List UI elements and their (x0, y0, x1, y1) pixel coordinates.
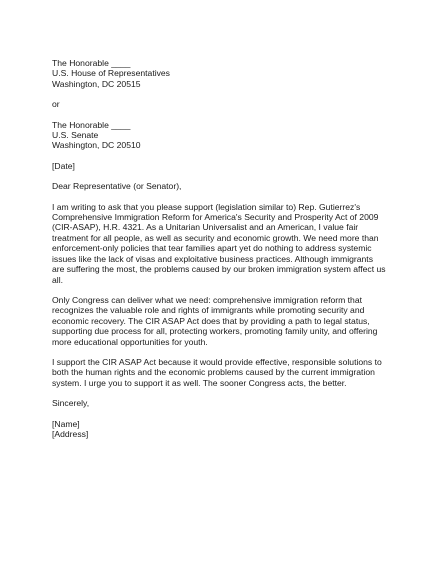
house-address-line: Washington, DC 20515 (52, 78, 141, 89)
paragraph-line: treatment for all people, as well as security and economic growth. We need more than (52, 232, 379, 243)
paragraph-line: are suffering the most, the problems caused by our broken immigration system affect us (52, 264, 386, 275)
date-text: [Date] (52, 160, 75, 171)
closing-text: Sincerely, (52, 398, 90, 409)
date-line (52, 161, 388, 171)
house-address (52, 58, 388, 89)
paragraph-line: I support the CIR ASAP Act because it would provide effective, responsible solutions to (52, 356, 382, 367)
signature-address: [Address] (52, 428, 89, 439)
house-address-line: U.S. House of Representatives (52, 68, 170, 79)
paragraph-line: (CIR-ASAP), H.R. 4321. As a Unitarian Universalist and an American, I value fair (52, 222, 359, 233)
senate-address-line: Washington, DC 20510 (52, 140, 141, 151)
paragraph-line: enforcement-only policies that tear families apart yet do nothing to address systemic (52, 243, 372, 254)
paragraph-line: Comprehensive Immigration Reform for America's Security and Prosperity Act of 2009 (52, 212, 379, 223)
house-address-line: The Honorable ____ (52, 58, 131, 68)
signature-block (52, 419, 388, 440)
paragraph-3 (52, 357, 388, 388)
signature-name: [Name] (52, 418, 80, 429)
salutation-text: Dear Representative (or Senator), (52, 181, 182, 192)
paragraph-line: both the human rights and the economic problems caused by the current immigration (52, 367, 375, 378)
separator-text: or (52, 99, 60, 110)
paragraph-1 (52, 202, 388, 285)
paragraph-line: recognizes the valuable role and rights of immigrants while promoting security and (52, 305, 365, 316)
closing (52, 398, 388, 408)
paragraph-line: economic recovery. The CIR ASAP Act does that by providing a path to legal status, (52, 315, 370, 326)
paragraph-line: issues like the lack of visas and exploitative business practices. Although immigrants (52, 253, 373, 264)
separator-or (52, 99, 388, 109)
letter-body (52, 58, 388, 439)
senate-address-line: U.S. Senate (52, 130, 99, 141)
paragraph-line: all. (52, 274, 63, 285)
paragraph-line: I am writing to ask that you please support (legislation similar to) Rep. Gutierrez's (52, 201, 361, 212)
paragraph-2 (52, 295, 388, 347)
salutation (52, 181, 388, 191)
paragraph-line: system. I urge you to support it as well. The sooner Congress acts, the better. (52, 377, 347, 388)
senate-address-line: The Honorable ____ (52, 119, 131, 130)
paragraph-line: Only Congress can deliver what we need: comprehensive immigration reform that (52, 294, 362, 305)
senate-address (52, 120, 388, 151)
paragraph-line: more educational opportunities for youth. (52, 336, 208, 347)
paragraph-line: supporting due process for all, protecting workers, promoting family unity, and offering (52, 326, 378, 337)
